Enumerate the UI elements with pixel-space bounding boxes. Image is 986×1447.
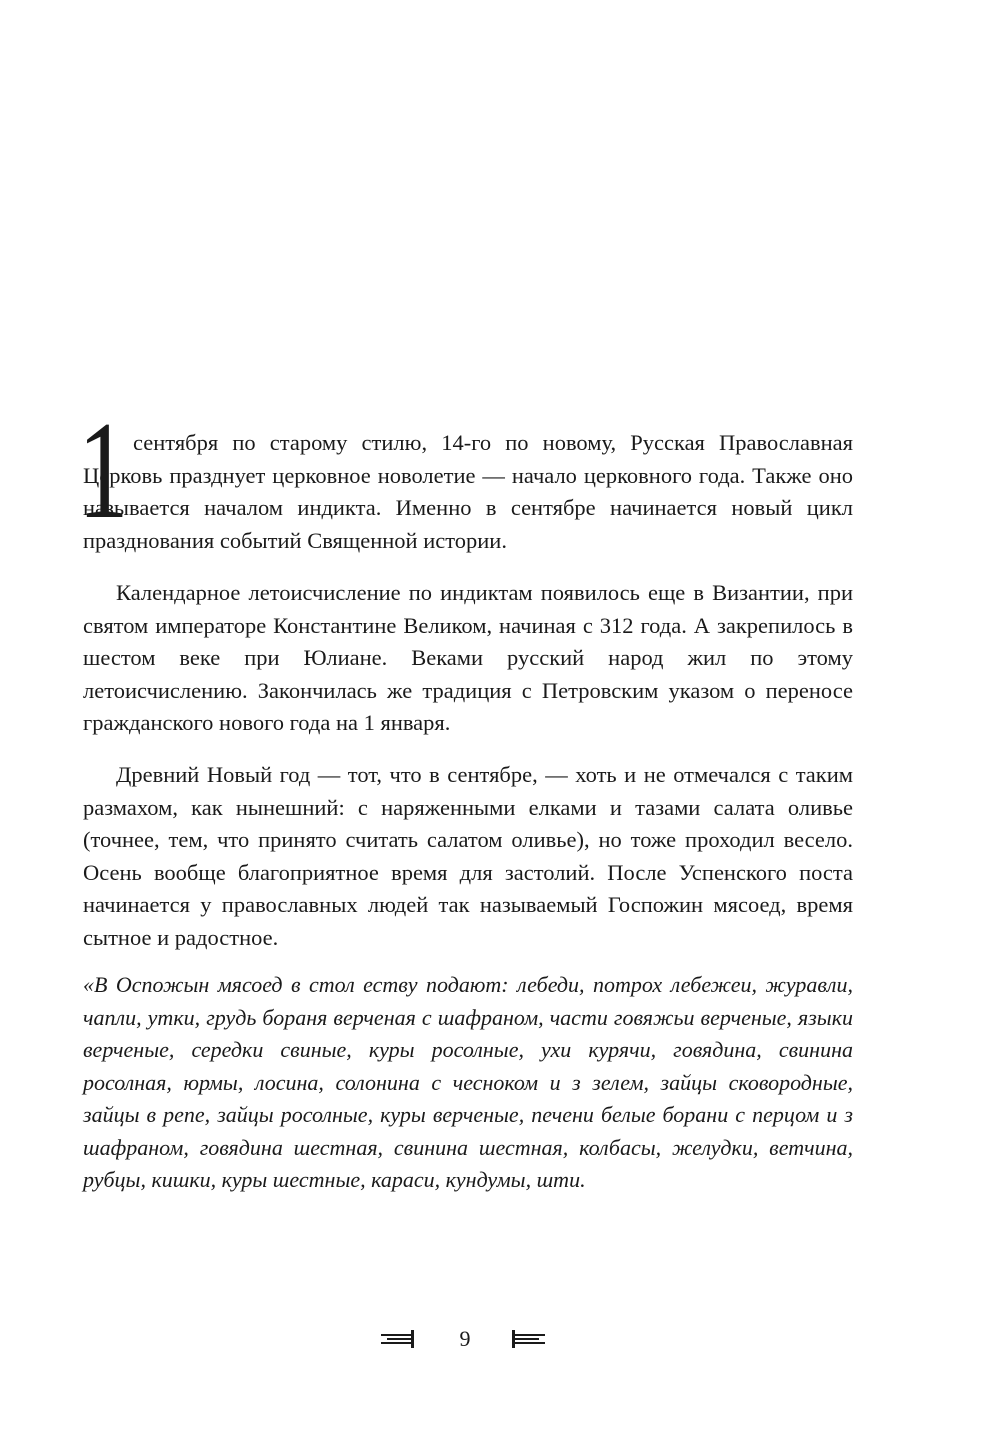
right-ornament-icon [512,1330,552,1348]
paragraph-3: Древний Новый год — тот, что в сентябре, — хоть и не отмечался с таким размахом, как нынешний: с наряженными елками и тазами салата оливье (точнее, тем, что принято считать салатом оливье), но тоже проходил весело. Осень вообще благоприятное время для застолий. После Успенского поста начинается у православных людей так называемый Госпожин мясоед, время сытное и радостное. [83,762,853,950]
page-footer [0,1318,986,1358]
left-ornament-icon [381,1330,421,1348]
drop-cap: 1 [78,393,129,548]
paragraph-2: Календарное летоисчисление по индиктам появилось еще в Византии, при святом императоре Константине Великом, начиная с 312 года. А закрепилось в шестом веке при Юлиане. Веками русский народ жил по этому летоисчислению. Закончилась же традиция с Петровским указом о переносе гражданского нового года на 1 января. [83,580,853,736]
page-number: 9 [459,1326,471,1351]
quote-block: «В Оспожын мясоед в стол ествy подают: лебеди, потрох лебежеи, журавли, чапли, утки, грудь бораня верченая с шафраном, части говяжьи верченые, языки верченые, середки свиные, куры росолные, ухи курячи, говядина, свинина росолная, юрмы, лосина, солонина с чесноком и з зелем, зайцы сковородные, зайцы в репе, зайцы росолные, куры верченые, печени белые борани с перцом и з шафраном, говядина шестная, свинина шестная, колбасы, желудки, ветчина, рубцы, кишки, куры шестные, караси, кундумы, шти. [83,972,853,1192]
paragraph-1: сентября по старому стилю, 14-го по новому, Русская Православная Церковь празднует церковное новолетие — начало церковного года. Также оно называется началом индикта. Именно в сентябре начинается новый цикл празднования событий Священной истории. [83,430,853,553]
